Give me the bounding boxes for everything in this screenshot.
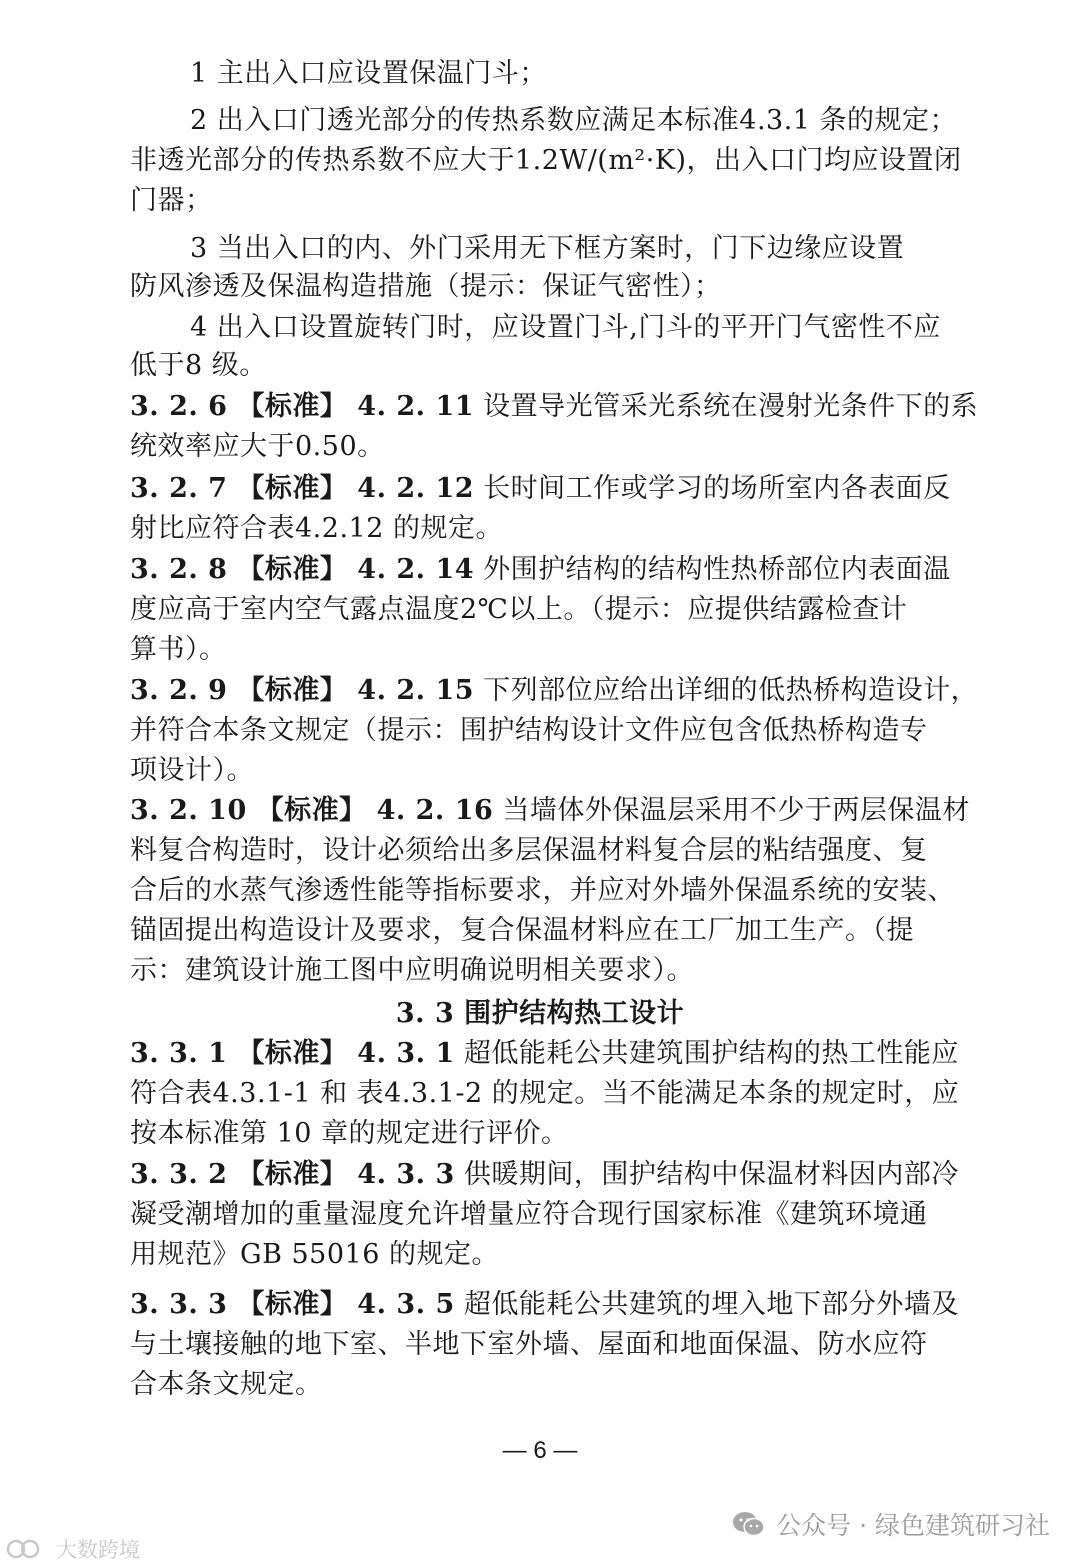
- body-line: 3 当出入口的内、外门采用无下框方案时，门下边缘应设置: [190, 233, 905, 264]
- brand-watermark: [4, 1534, 140, 1564]
- clause-number: 3. 3. 2: [130, 1159, 228, 1190]
- clause-text: 下列部位应给出详细的低热桥构造设计，: [474, 675, 979, 706]
- clause-tag: 【标准】: [227, 473, 358, 504]
- brand-watermark-text: 大数跨境: [56, 1538, 140, 1562]
- clause-number: 3. 2. 10: [130, 795, 247, 826]
- clause-continuation-line: 合本条文规定。: [130, 1369, 323, 1400]
- wechat-watermark: [732, 1506, 1050, 1542]
- clause-ref: 4. 3. 3: [357, 1159, 455, 1190]
- clause-heading-line: [130, 1158, 959, 1192]
- clause-ref: 4. 2. 15: [357, 675, 475, 706]
- clause-text: 超低能耗公共建筑围护结构的热工性能应: [454, 1038, 959, 1069]
- clause-tag: 【标准】: [227, 554, 358, 585]
- clause-continuation-line: 按本标准第 10 章的规定进行评价。: [130, 1118, 569, 1149]
- wechat-icon: [732, 1510, 766, 1538]
- clause-number: 3. 2. 8: [130, 554, 228, 585]
- clause-ref: 4. 3. 1: [357, 1038, 455, 1069]
- clause-heading-line: [130, 390, 978, 424]
- clause-number: 3. 3. 1: [130, 1038, 228, 1069]
- clause-tag: 【标准】: [227, 1159, 358, 1190]
- body-line: 低于8 级。: [130, 350, 267, 381]
- clause-heading-line: [130, 1288, 959, 1322]
- clause-ref: 4. 2. 14: [357, 554, 475, 585]
- wechat-watermark-text: 公众号 · 绿色建筑研习社: [776, 1511, 1050, 1540]
- clause-heading-line: [130, 472, 951, 506]
- clause-continuation-line: 统效率应大于0.50。: [130, 431, 385, 462]
- body-line: 4 出入口设置旋转门时，应设置门斗,门斗的平开门气密性不应: [190, 312, 941, 343]
- body-line: 门器；: [130, 185, 213, 216]
- clause-tag: 【标准】: [227, 1038, 358, 1069]
- section-heading: [0, 997, 1080, 1031]
- clause-tag: 【标准】: [227, 1289, 358, 1320]
- clause-text: 当墙体外保温层采用不少于两层保温材: [493, 795, 970, 826]
- clause-continuation-line: 符合表4.3.1-1 和 表4.3.1-2 的规定。当不能满足本条的规定时，应: [130, 1078, 960, 1109]
- clause-continuation-line: 算书）。: [130, 634, 227, 665]
- clause-number: 3. 3. 3: [130, 1289, 228, 1320]
- clause-ref: 4. 2. 11: [357, 391, 475, 422]
- clause-heading-line: [130, 553, 951, 587]
- clause-continuation-line: 料复合构造时，设计必须给出多层保温材料复合层的粘结强度、复: [130, 835, 928, 866]
- clause-continuation-line: 并符合本条文规定（提示：围护结构设计文件应包含低热桥构造专: [130, 715, 928, 746]
- clause-continuation-line: 合后的水蒸气渗透性能等指标要求，并应对外墙外保温系统的安装、: [130, 875, 955, 906]
- clause-tag: 【标准】: [246, 795, 377, 826]
- clause-text: 外围护结构的结构性热桥部位内表面温: [474, 554, 951, 585]
- clause-continuation-line: 凝受潮增加的重量湿度允许增量应符合现行国家标准《建筑环境通: [130, 1199, 928, 1230]
- body-line: 防风渗透及保温构造措施（提示：保证气密性）；: [130, 271, 722, 302]
- body-line: 非透光部分的传热系数不应大于1.2W/(m²·K)，出入口门均应设置闭: [130, 145, 962, 176]
- clause-number: 3. 2. 7: [130, 473, 228, 504]
- clause-tag: 【标准】: [227, 391, 358, 422]
- clause-ref: 4. 3. 5: [357, 1289, 455, 1320]
- clause-text: 供暖期间，围护结构中保温材料因内部冷: [454, 1159, 959, 1190]
- clause-continuation-line: 示：建筑设计施工图中应明确说明相关要求）。: [130, 955, 694, 986]
- clause-continuation-line: 度应高于室内空气露点温度2℃以上。（提示：应提供结露检查计: [130, 594, 908, 625]
- clause-ref: 4. 2. 12: [357, 473, 475, 504]
- clause-continuation-line: 锚固提出构造设计及要求，复合保温材料应在工厂加工生产。（提: [130, 915, 914, 946]
- clause-heading-line: [130, 794, 970, 828]
- clause-heading-line: [130, 1037, 959, 1071]
- clause-text: 超低能耗公共建筑的埋入地下部分外墙及: [454, 1289, 959, 1320]
- clause-ref: 4. 2. 16: [376, 795, 494, 826]
- clause-tag: 【标准】: [227, 675, 358, 706]
- body-line: 2 出入口门透光部分的传热系数应满足本标准4.3.1 条的规定；: [190, 105, 958, 136]
- clause-heading-line: [130, 674, 978, 708]
- brand-logo-icon: [4, 1537, 52, 1561]
- body-line: 1 主出入口应设置保温门斗；: [190, 58, 547, 89]
- clause-continuation-line: 项设计）。: [130, 755, 254, 786]
- clause-continuation-line: 射比应符合表4.2.12 的规定。: [130, 513, 503, 544]
- clause-continuation-line: 与土壤接触的地下室、半地下室外墙、屋面和地面保温、防水应符: [130, 1329, 928, 1360]
- section-title: 围护结构热工设计: [464, 998, 685, 1029]
- section-number: 3. 3: [395, 998, 465, 1029]
- clause-number: 3. 2. 9: [130, 675, 228, 706]
- clause-number: 3. 2. 6: [130, 391, 228, 422]
- clause-text: 设置导光管采光系统在漫射光条件下的系: [474, 391, 979, 422]
- clause-text: 长时间工作或学习的场所室内各表面反: [474, 473, 951, 504]
- page-number: — 6 —: [502, 1437, 578, 1464]
- clause-continuation-line: 用规范》GB 55016 的规定。: [130, 1239, 499, 1270]
